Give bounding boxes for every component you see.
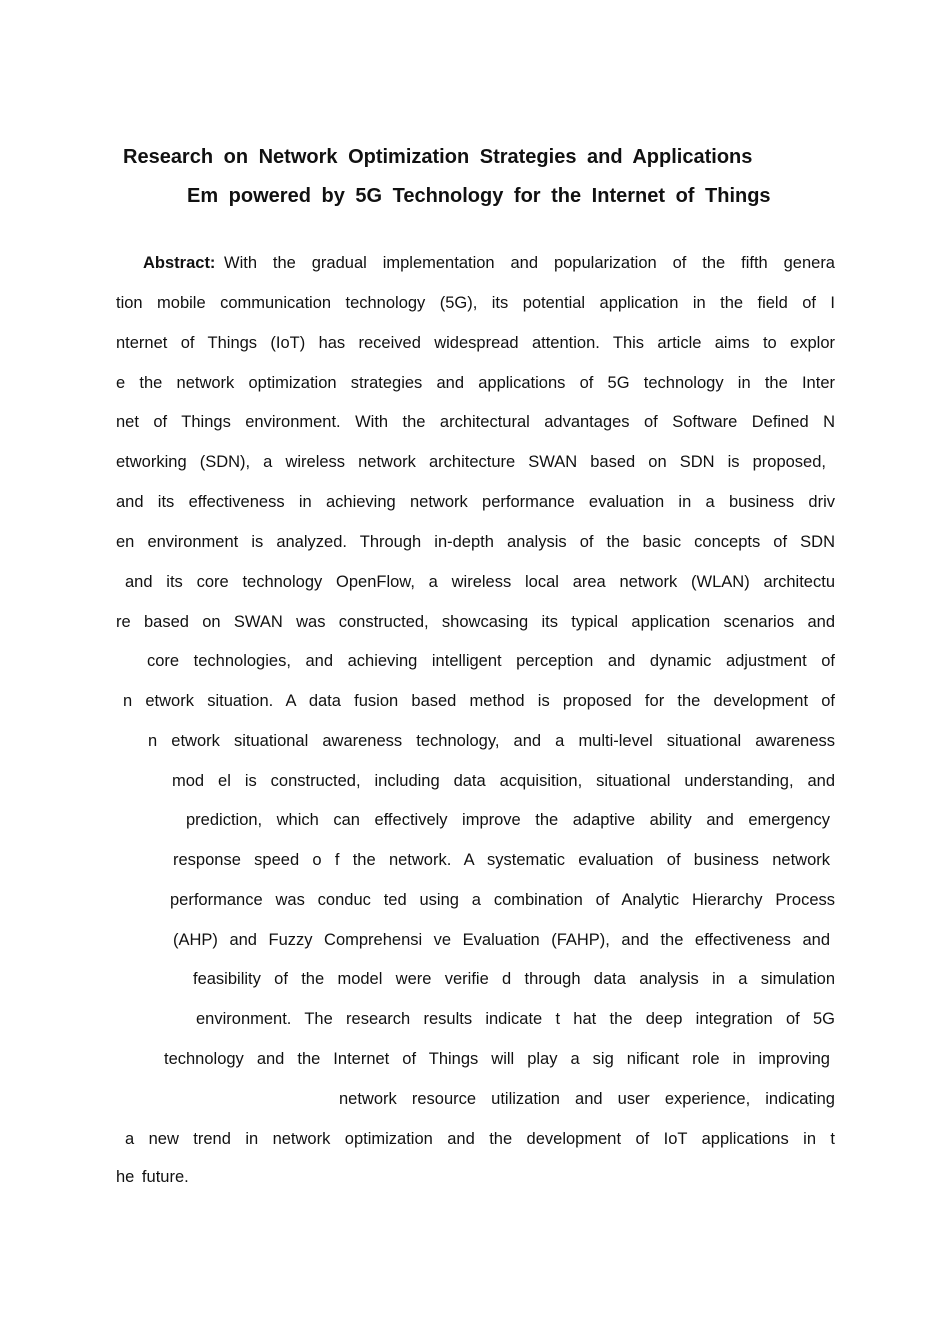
abstract-label: Abstract: — [143, 254, 216, 272]
abstract-line: a new trend in network optimization and the development of IoT applications in t — [125, 1130, 835, 1148]
abstract-line: prediction, which can effectively improve the adaptive ability and emergency — [186, 811, 830, 829]
title-line-2: Em powered by 5G Technology for the Internet of Things — [187, 185, 771, 207]
abstract-line: e the network optimization strategies and applications of 5G technology in the Inter — [116, 374, 835, 392]
abstract-line: mod el is constructed, including data acquisition, situational understanding, and — [172, 772, 835, 790]
abstract-line: performance was conduc ted using a combination of Analytic Hierarchy Process — [170, 891, 835, 909]
abstract-line: n etwork situational awareness technology, and a multi-level situational awareness — [148, 732, 835, 750]
abstract-line: etworking (SDN), a wireless network architecture SWAN based on SDN is proposed, — [116, 453, 826, 471]
abstract-line: tion mobile communication technology (5G), its potential application in the field of I — [116, 294, 835, 312]
abstract-line: n etwork situation. A data fusion based method is proposed for the development of — [123, 692, 835, 710]
title-line-1: Research on Network Optimization Strategies and Applications — [123, 146, 753, 168]
abstract-line: en environment is analyzed. Through in-depth analysis of the basic concepts of SDN — [116, 533, 835, 551]
abstract-line: (AHP) and Fuzzy Comprehensi ve Evaluation (FAHP), and the effectiveness and — [173, 931, 830, 949]
abstract-line: feasibility of the model were verifie d through data analysis in a simulation — [193, 970, 835, 988]
abstract-line: environment. The research results indicate t hat the deep integration of 5G — [196, 1010, 835, 1028]
abstract-line: core technologies, and achieving intelligent perception and dynamic adjustment of — [147, 652, 835, 670]
abstract-line: network resource utilization and user experience, indicating — [339, 1090, 835, 1108]
abstract-line: With the gradual implementation and popularization of the fifth genera — [224, 254, 835, 272]
abstract-line: net of Things environment. With the architectural advantages of Software Defined N — [116, 413, 835, 431]
abstract-line: re based on SWAN was constructed, showcasing its typical application scenarios and — [116, 613, 835, 631]
abstract-line: and its core technology OpenFlow, a wireless local area network (WLAN) architectu — [125, 573, 835, 591]
abstract-line: response speed o f the network. A systematic evaluation of business network — [173, 851, 830, 869]
abstract-line: he future. — [116, 1168, 189, 1186]
abstract-line: nternet of Things (IoT) has received widespread attention. This article aims to explor — [116, 334, 835, 352]
abstract-line: and its effectiveness in achieving network performance evaluation in a business driv — [116, 493, 835, 511]
abstract-line: technology and the Internet of Things will play a sig nificant role in improving — [164, 1050, 830, 1068]
